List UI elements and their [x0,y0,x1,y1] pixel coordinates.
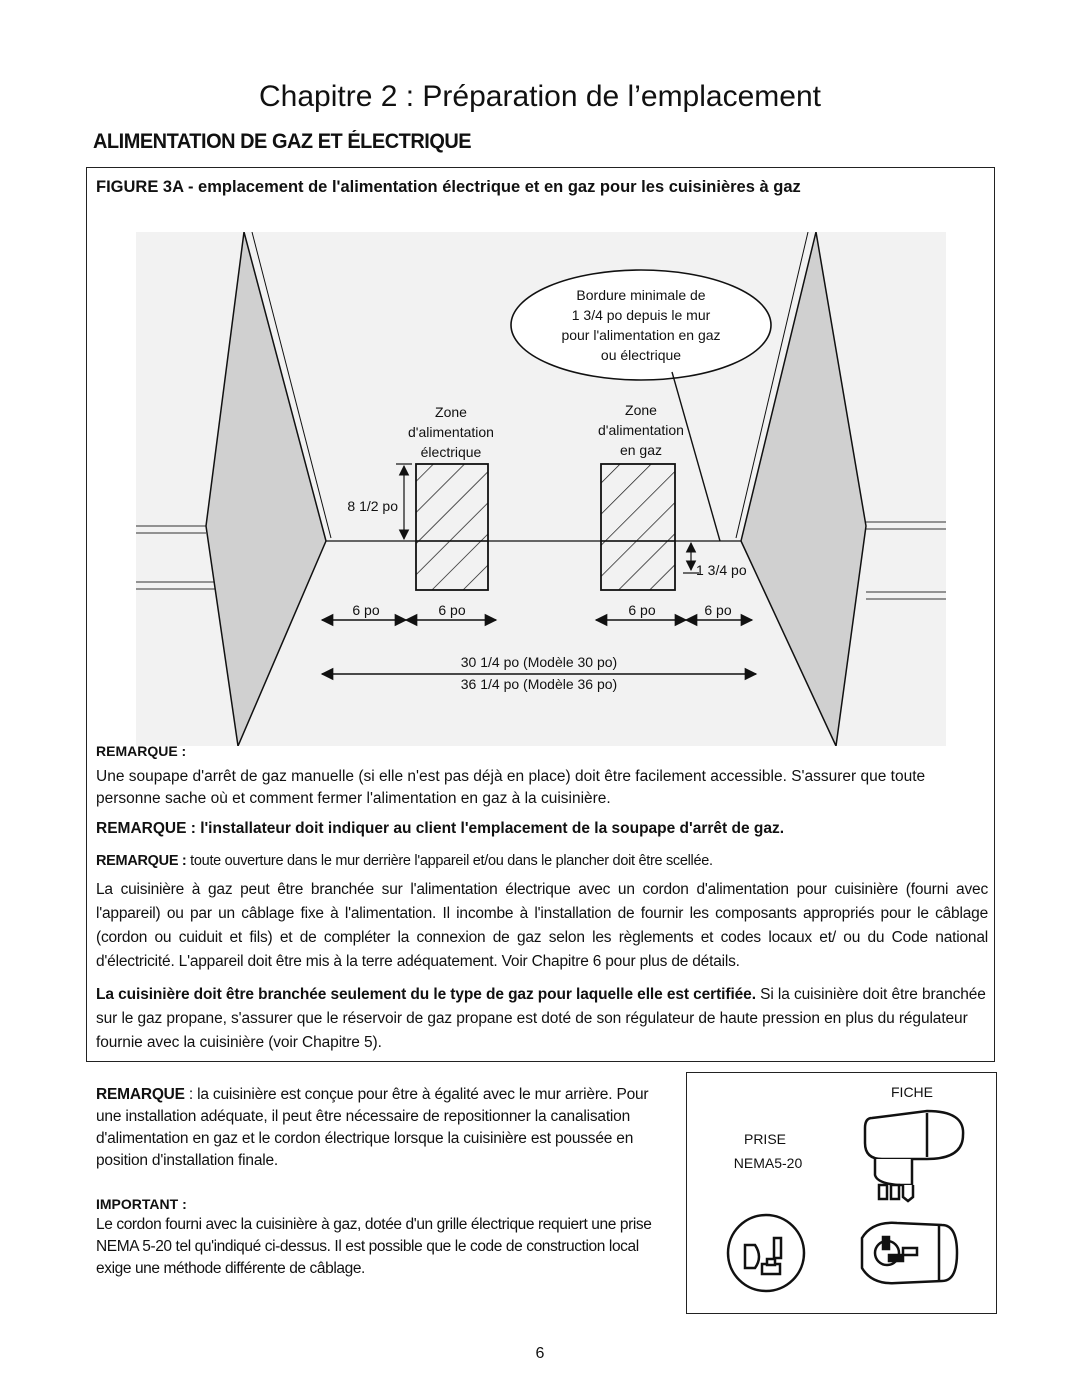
nema-label: NEMA5-20 [733,1155,803,1171]
remarque-level-paragraph [96,1084,676,1172]
callout-line-3: pour l'alimentation en gaz [561,327,721,343]
chapter-title: Chapitre 2 : Préparation de l’emplacement [259,80,821,113]
remarque-level-head: REMARQUE [96,1086,185,1103]
plug-figure-box [686,1072,997,1314]
receptacle-icon [728,1215,804,1291]
plug-side-icon [865,1111,963,1201]
electric-supply-zone [416,464,488,590]
gas-type-bold: La cuisinière doit être branchée seulement du le type de gaz pour laquelle elle est certifiée. [96,986,756,1003]
connection-paragraph: La cuisinière à gaz peut être branchée sur l'alimentation électrique avec un cordon d'alimentation pour cuisinière (fourni avec l'appareil) ou par un câblage fixe à l'alimentation. Il incombe à l'installation de fournir les composants appropriés pour le câblage (cordon ou cuiduit et fils) et de compléter la connexion de gaz selon les règlements et codes locaux et/ ou du Code national d'électricité. L'appareil doit être mis à la terre adéquatement. Voir Chapitre 6 pour plus de détails. [96,881,988,970]
width-label-2: 6 po [438,602,466,618]
overall-width-30: 30 1/4 po (Modèle 30 po) [460,654,618,670]
figure-caption: FIGURE 3A - emplacement de l'alimentation électrique et en gaz pour les cuisinières à gaz [96,178,801,196]
gas-zone-label-2: d'alimentation [598,422,684,438]
remarque-installer: REMARQUE : l'installateur doit indiquer au client l'emplacement de la soupape d'arrêt de gaz. [96,820,785,837]
electric-zone-label-2: d'alimentation [408,424,494,440]
important-text: Le cordon fourni avec la cuisinière à gaz, dotée d'un grille électrique requiert une prise NEMA 5-20 tel qu'indiqué ci-dessus. Il est possible que le code de construction local exige une méthode différente de câblage. [96,1216,652,1277]
offset-dimension-label: 1 3/4 po [696,562,747,578]
electric-zone-label-1: Zone [435,404,467,420]
plug-illustration [687,1073,995,1312]
callout-line-2: 1 3/4 po depuis le mur [571,307,711,323]
width-label-3: 6 po [628,602,656,618]
fiche-label: FICHE [891,1084,933,1100]
callout-line-1: Bordure minimale de [576,287,706,303]
important-heading: IMPORTANT : [96,1196,187,1212]
height-dimension-label: 8 1/2 po [347,498,398,514]
installation-diagram [136,232,946,746]
gas-zone-label-3: en gaz [619,442,663,458]
remarque-opening [96,850,986,872]
overall-width-36: 36 1/4 po (Modèle 36 po) [460,676,618,692]
remarque-text: Une soupape d'arrêt de gaz manuelle (si elle n'est pas déjà en place) doit être facilement accessible. S'assurer que toute personne sache où et comment fermer l'alimentation en gaz à la cuisinière. [96,768,926,807]
width-label-4: 6 po [704,602,732,618]
remarque-opening-head: REMARQUE : [96,853,187,869]
gas-type-paragraph [96,983,988,1055]
prise-label: PRISE [743,1131,787,1147]
gas-supply-zone [601,464,675,590]
width-label-1: 6 po [352,602,380,618]
callout-line-4: ou électrique [600,347,682,363]
remarque-level-text: : la cuisinière est conçue pour être à égalité avec le mur arrière. Pour une installation adéquate, il peut être nécessaire de repositionner la canalisation d'alimentation en gaz et le cordon électrique lorsque la cuisinière est poussée en position d'installation finale. [96,1086,649,1169]
plug-face-icon [862,1223,957,1283]
remarque-heading: REMARQUE : [96,743,187,759]
electric-zone-label-3: électrique [420,444,482,460]
remarque-opening-text: toute ouverture dans le mur derrière l'appareil et/ou dans le plancher doit être scellée. [186,853,713,869]
gas-type-text: Si la cuisinière doit être branchée sur le gaz propane, s'assurer que le réservoir de gaz propane est doté de son régulateur de haute pression en plus du régulateur fournie avec la cuisinière (voir Chapitre 5). [96,986,986,1051]
section-heading: ALIMENTATION DE GAZ ET ÉLECTRIQUE [93,130,472,153]
gas-zone-label-1: Zone [625,402,657,418]
page-number: 6 [535,1345,545,1362]
